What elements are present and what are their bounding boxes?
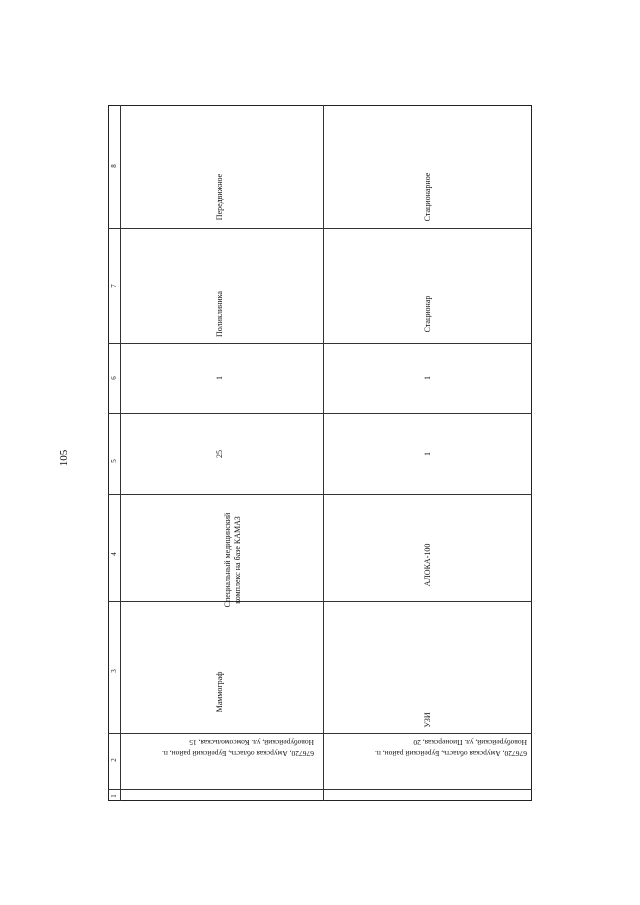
table-divider	[323, 105, 324, 801]
column-number: 8	[110, 164, 118, 168]
cell-type: Передвижное	[215, 173, 224, 221]
cell-units: 1	[423, 376, 432, 380]
table-divider	[108, 733, 532, 734]
cell-units: 1	[215, 376, 224, 380]
column-number: 7	[110, 284, 118, 288]
table-divider	[108, 343, 532, 344]
table-divider	[108, 413, 532, 414]
column-number: 4	[110, 552, 118, 556]
table-divider	[108, 494, 532, 495]
table-divider	[108, 789, 532, 790]
cell-department: Стационар	[423, 295, 432, 333]
table-divider	[108, 601, 532, 602]
column-number: 1	[110, 794, 118, 798]
cell-model: АЛОКА-100	[423, 543, 432, 587]
cell-quantity: 25	[215, 450, 224, 458]
column-number: 3	[110, 669, 118, 673]
page-number: 105	[58, 449, 70, 467]
table-divider	[120, 105, 121, 801]
rotated-table	[108, 105, 532, 801]
cell-quantity: 1	[423, 452, 432, 456]
cell-equipment: УЗИ	[423, 712, 432, 728]
column-number: 5	[110, 459, 118, 463]
table-divider	[108, 228, 532, 229]
column-number: 2	[110, 758, 118, 762]
cell-department: Поликлиника	[215, 291, 224, 337]
cell-model: Специальный медицинский комплекс на базе КАМАЗ	[223, 512, 242, 608]
cell-equipment: Маммограф	[215, 671, 224, 713]
cell-address: 676720, Амурская область, Бурейский район, п. Новобурейский, ул. Комсомольская, 15	[162, 738, 314, 758]
cell-address: 676720, Амурская область, Бурейский район, п. Новобурейский, ул. Пионерская, 20	[375, 738, 527, 758]
column-number: 6	[110, 376, 118, 380]
cell-type: Стационарное	[423, 172, 432, 222]
